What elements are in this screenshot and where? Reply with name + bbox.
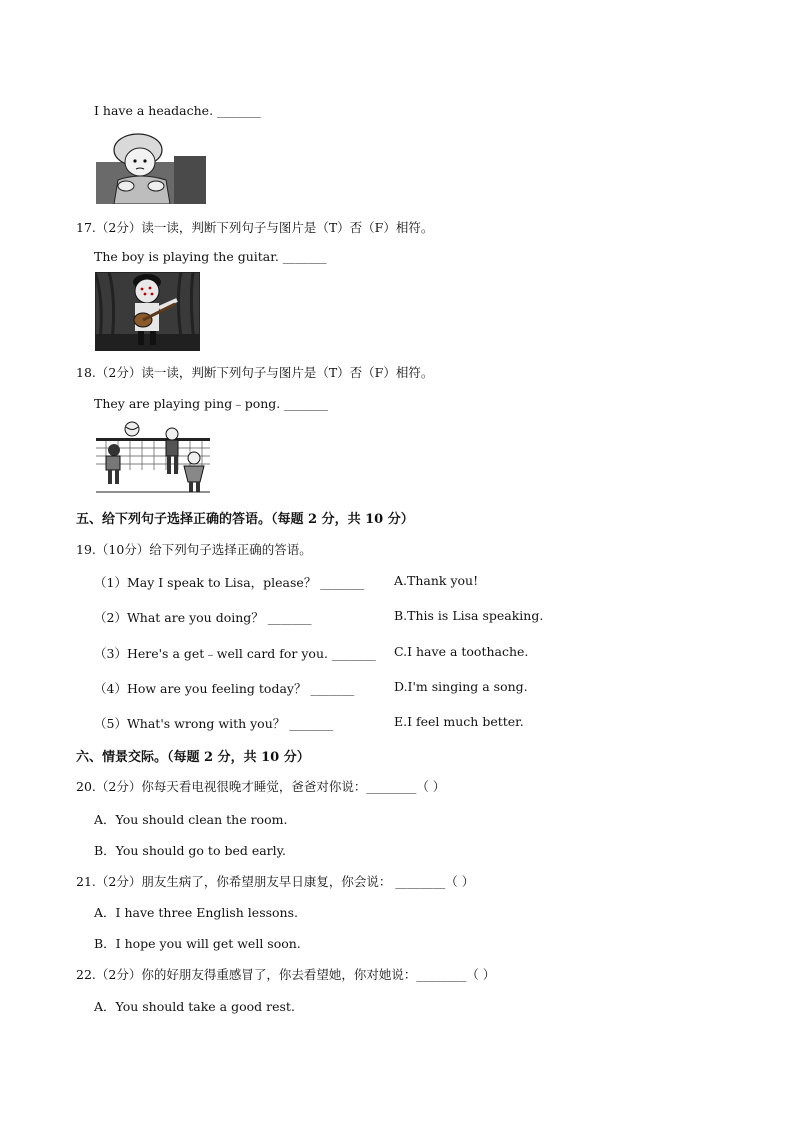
section-5-heading: 五、给下列句子选择正确的答语。（每题 2 分，共 10 分） (76, 512, 414, 527)
answer-19-B: B.This is Lisa speaking. (394, 608, 544, 623)
option-21-B: B．I hope you will get well soon. (94, 936, 301, 951)
option-20-B: B．You should go to bed early. (94, 843, 287, 858)
guitar-picture (95, 272, 200, 351)
sentence-ping-pong: They are playing ping﹣pong. _______ (94, 396, 328, 411)
sentence-headache: I have a headache. _______ (94, 103, 261, 118)
option-20-A: A．You should clean the room. (94, 812, 288, 827)
question-20: 20.（2分）你每天看电视很晚才睡觉，爸爸对你说：________（ ） (76, 779, 446, 794)
question-22: 22.（2分）你的好朋友得重感冒了，你去看望她，你对她说：________（ ） (76, 967, 496, 982)
answer-19-C: C.I have a toothache. (394, 644, 529, 659)
question-19-3: （3）Here's a get﹣well card for you. _______ (94, 646, 376, 661)
sentence-guitar: The boy is playing the guitar. _______ (94, 249, 327, 264)
question-19-2: （2）What are you doing？ _______ (94, 610, 312, 625)
question-17: 17.（2分）读一读，判断下列句子与图片是（T）否（F）相符。 (76, 220, 434, 235)
answer-19-A: A.Thank you! (394, 573, 479, 588)
question-19-5: （5）What's wrong with you？ _______ (94, 716, 333, 731)
answer-19-E: E.I feel much better. (394, 714, 524, 729)
option-21-A: A．I have three English lessons. (94, 905, 298, 920)
question-21: 21.（2分）朋友生病了，你希望朋友早日康复，你会说： ________（ ） (76, 874, 475, 889)
question-19: 19.（10分）给下列句子选择正确的答语。 (76, 542, 312, 557)
answer-19-D: D.I'm singing a song. (394, 679, 528, 694)
volleyball-picture (96, 420, 210, 495)
question-19-4: （4）How are you feeling today？ _______ (94, 681, 355, 696)
question-19-1: （1）May I speak to Lisa，please？ _______ (94, 575, 365, 590)
option-22-A: A．You should take a good rest. (94, 999, 295, 1014)
question-18: 18.（2分）读一读，判断下列句子与图片是（T）否（F）相符。 (76, 365, 434, 380)
section-6-heading: 六、情景交际。（每题 2 分，共 10 分） (76, 750, 310, 765)
headache-picture (96, 128, 206, 204)
